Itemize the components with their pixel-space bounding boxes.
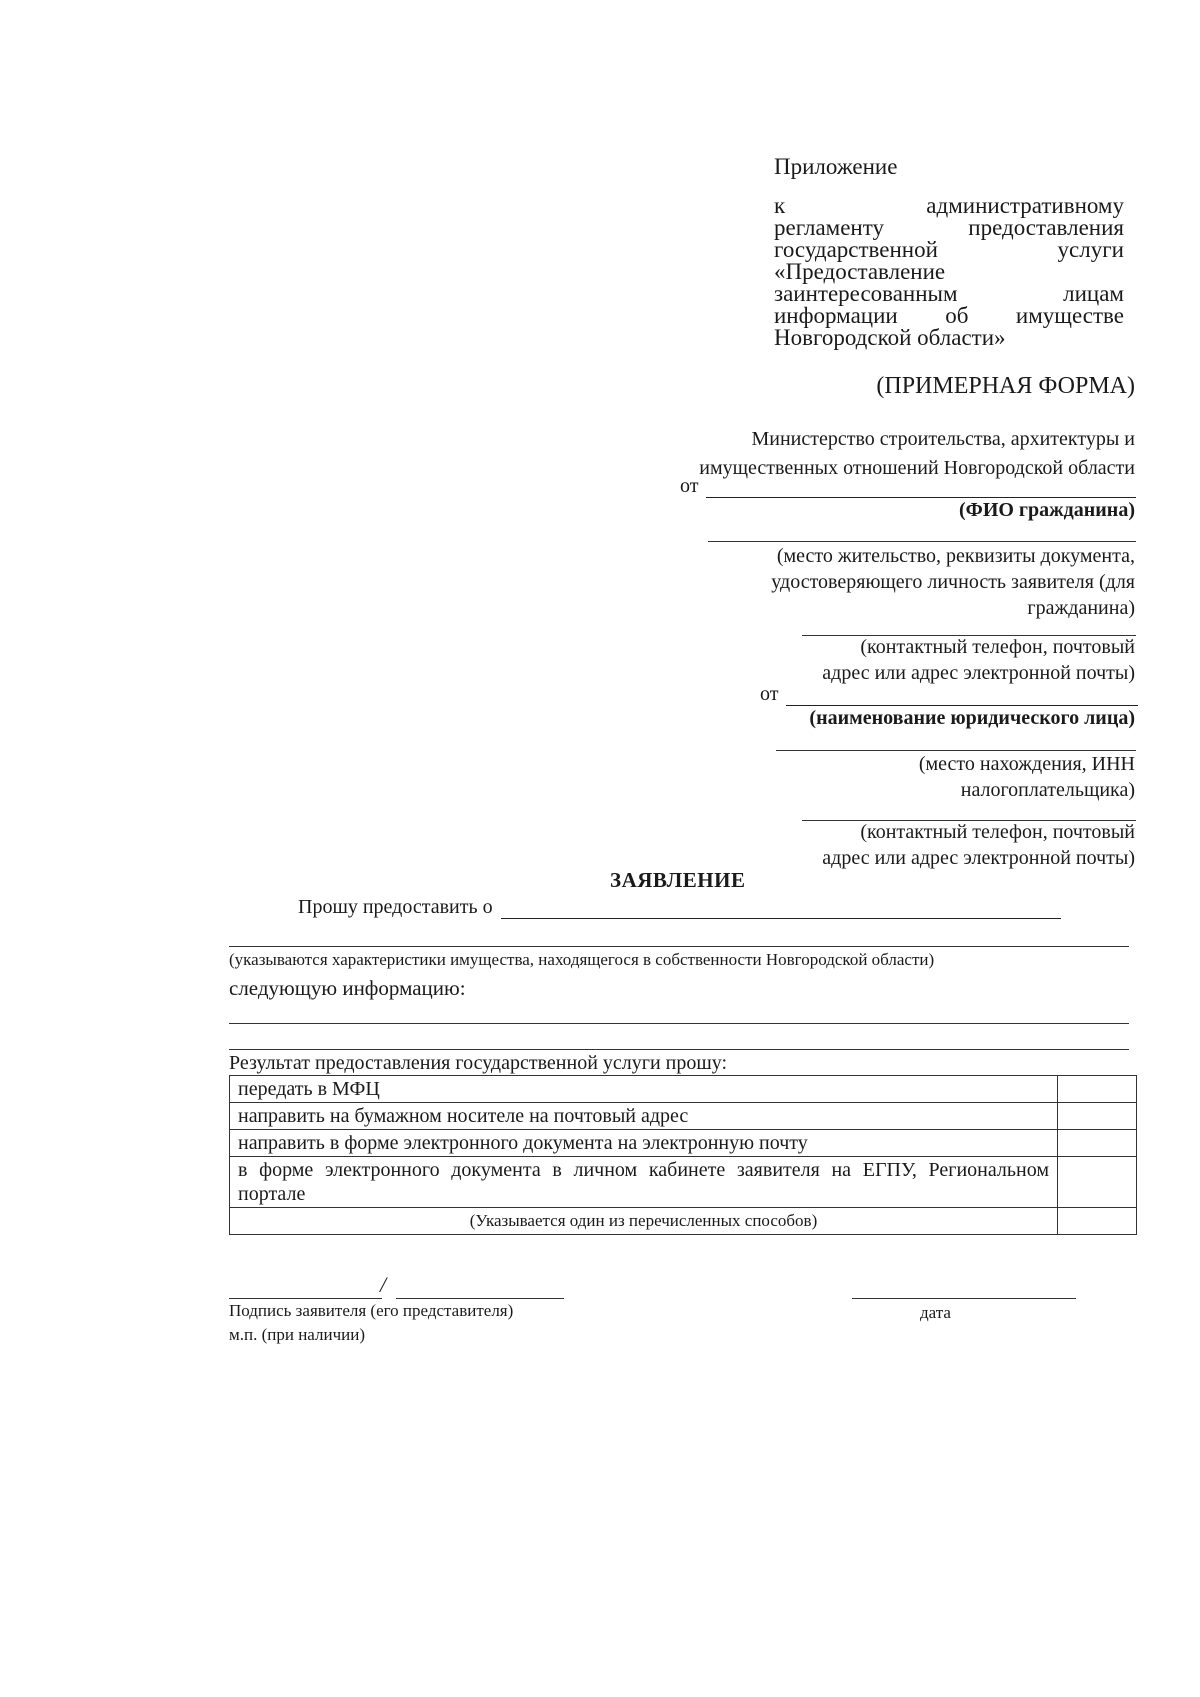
table-row [230, 1157, 1137, 1208]
signature-slash: / [380, 1272, 387, 1297]
method-label: передать в МФЦ [230, 1076, 1058, 1103]
caption-line: адрес или адрес электронной почты) [822, 662, 1135, 684]
stamp-caption: м.п. (при наличии) [229, 1325, 365, 1344]
citizen-address-caption [771, 543, 1135, 621]
citizen-address-field[interactable] [708, 541, 1136, 542]
caption-line: гражданина) [1027, 597, 1135, 619]
table-row [230, 1103, 1137, 1130]
legal-location-caption [919, 751, 1135, 803]
statement-heading: ЗАЯВЛЕНИЕ [610, 868, 746, 892]
recipient-line: Министерство строительства, архитектуры и [751, 428, 1135, 450]
method-checkbox[interactable] [1058, 1157, 1137, 1208]
legal-from-row [760, 683, 1138, 706]
property-caption: (указываются характеристики имущества, находящегося в собственности Новгородской области) [229, 950, 935, 969]
property-field[interactable] [229, 946, 1129, 947]
caption-line: (место жительство, реквизиты документа, [776, 545, 1135, 567]
caption-line: (место нахождения, ИНН [918, 753, 1135, 775]
appendix-line: регламенту предоставления [774, 215, 1124, 240]
method-label: в форме электронного документа в личном кабинете заявителя на ЕГПУ, Региональном портале [230, 1157, 1058, 1208]
method-checkbox[interactable] [1058, 1130, 1137, 1157]
request-prefix: Прошу предоставить о [298, 896, 493, 918]
appendix-line: заинтересованным лицам [774, 281, 1124, 306]
citizen-contact-caption [822, 634, 1135, 686]
legal-name-caption: (наименование юридического лица) [809, 707, 1135, 729]
appendix-line: государственной услуги [774, 237, 1124, 262]
appendix-line: «Предоставление [774, 259, 946, 284]
info-field-2[interactable] [229, 1049, 1129, 1050]
table-row [230, 1208, 1137, 1235]
signature-name-field[interactable] [396, 1298, 564, 1299]
appendix-line: Новгородской области» [774, 325, 1006, 350]
caption-line: налогоплательщика) [960, 779, 1135, 801]
caption-line: адрес или адрес электронной почты) [822, 847, 1135, 869]
info-label: следующую информацию: [229, 976, 466, 1000]
method-checkbox[interactable] [1058, 1208, 1137, 1235]
result-intro: Результат предоставления государственной услуги прошу: [229, 1052, 728, 1074]
request-row [298, 896, 1061, 919]
method-label: направить на бумажном носителе на почтовый адрес [230, 1103, 1058, 1130]
table-row [230, 1076, 1137, 1103]
citizen-from-label: от [680, 475, 699, 497]
method-checkbox[interactable] [1058, 1076, 1137, 1103]
appendix-title: Приложение [774, 154, 898, 179]
appendix-line: к административному [774, 193, 1124, 218]
date-caption: дата [920, 1303, 951, 1322]
method-checkbox[interactable] [1058, 1103, 1137, 1130]
citizen-from-row [680, 475, 1136, 498]
citizen-name-caption: (ФИО гражданина) [958, 499, 1135, 521]
request-subject-field[interactable] [501, 917, 1061, 919]
signature-field[interactable] [229, 1298, 382, 1299]
legal-contact-caption [822, 819, 1135, 871]
caption-line: (контактный телефон, почтовый [860, 636, 1135, 658]
delivery-methods-table [229, 1075, 1137, 1235]
caption-line: (контактный телефон, почтовый [860, 821, 1135, 843]
recipient-line: имущественных отношений Новгородской области [699, 457, 1135, 479]
caption-line: удостоверяющего личность заявителя (для [771, 571, 1135, 593]
appendix-line: информации об имуществе [774, 303, 1124, 328]
table-row [230, 1130, 1137, 1157]
info-field-1[interactable] [229, 1023, 1129, 1024]
method-label: направить в форме электронного документа на электронную почту [230, 1130, 1058, 1157]
date-field[interactable] [852, 1298, 1076, 1299]
signature-caption: Подпись заявителя (его представителя) [229, 1301, 514, 1320]
legal-from-label: от [760, 683, 779, 705]
method-note: (Указывается один из перечисленных способов) [230, 1208, 1058, 1235]
form-label: (ПРИМЕРНАЯ ФОРМА) [876, 373, 1135, 399]
